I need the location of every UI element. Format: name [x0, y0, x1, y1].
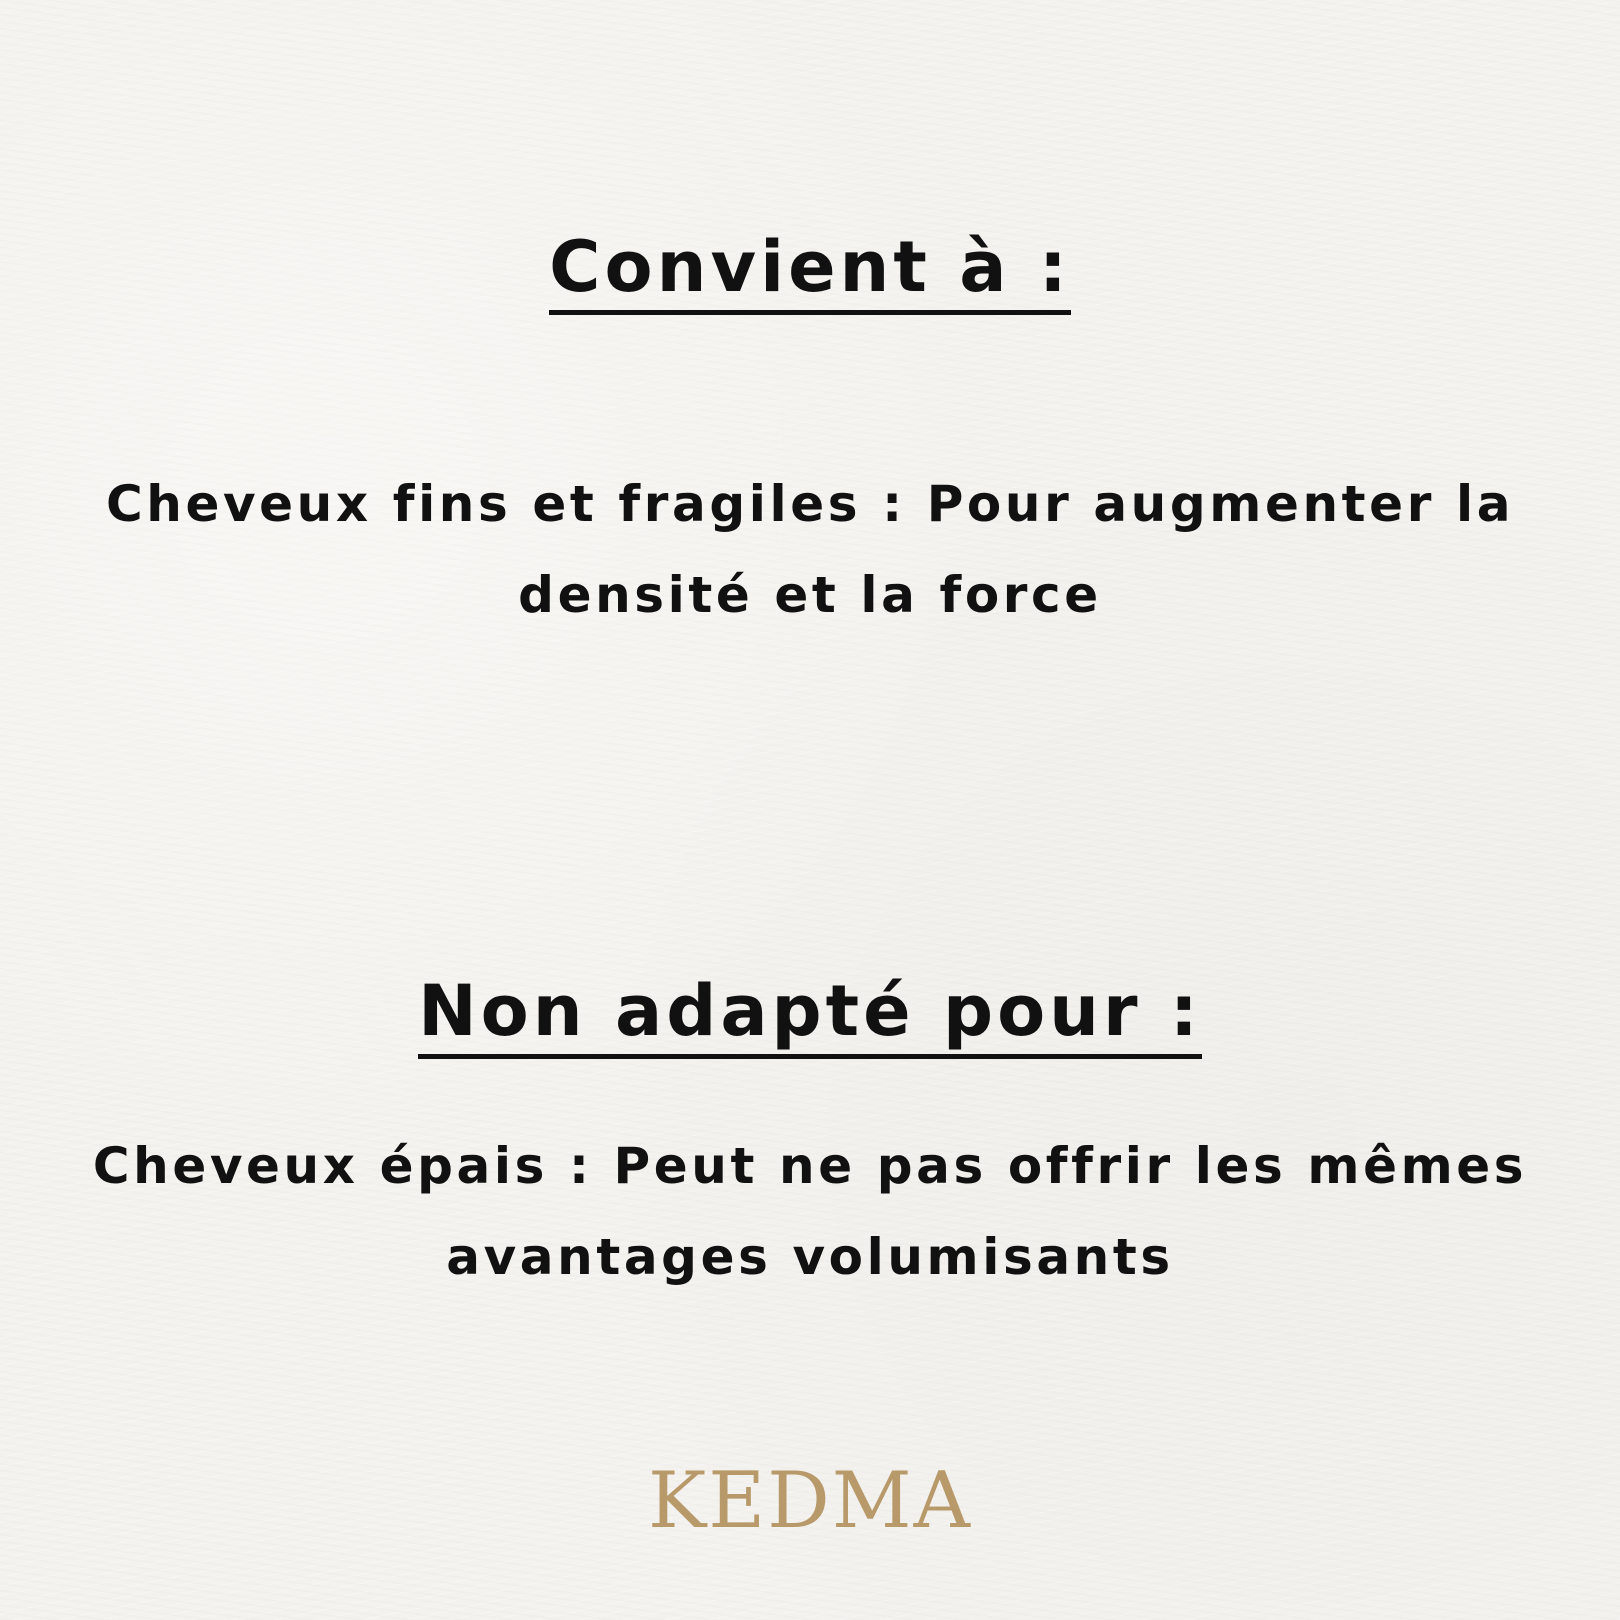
suitable-heading-block [0, 226, 1620, 315]
suitable-description-line-2: densité et la force [518, 566, 1102, 624]
not-suitable-heading: Non adapté pour : [418, 976, 1202, 1059]
not-suitable-description-line-2: avantages volumisants [446, 1228, 1174, 1286]
not-suitable-heading-block [0, 970, 1620, 1059]
suitable-description [0, 459, 1620, 641]
not-suitable-description-line-1: Cheveux épais : Peut ne pas offrir les mêmes [92, 1137, 1528, 1195]
not-suitable-description [0, 1121, 1620, 1303]
suitable-description-line-1: Cheveux fins et fragiles : Pour augmenter la [105, 475, 1515, 533]
suitable-heading: Convient à : [549, 232, 1071, 315]
brand-logo: KEDMA [648, 1456, 972, 1546]
